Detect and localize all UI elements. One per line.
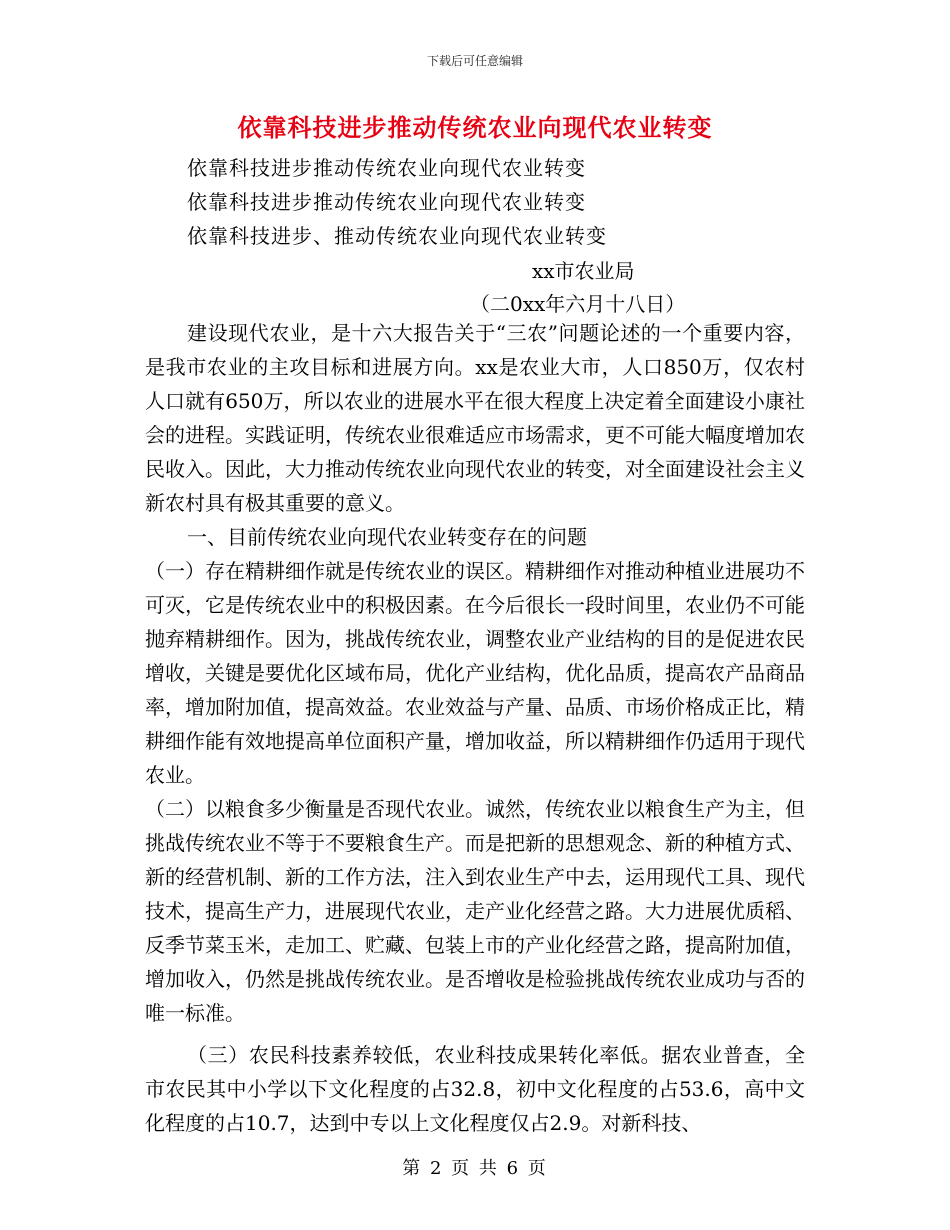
intro-paragraph: 建设现代农业，是十六大报告关于“三农”问题论述的一个重要内容，是我市农业的主攻目标和进展方向。xx是农业大市，人口850万，仅农村人口就有650万，所以农业的进展水平在很大程度上决定着全面建设小康社会的进程。实践证明，传统农业很难适应市场需求，更不可能大幅度增加农民收入。因此，大力推动传统农业向现代农业的转变，对全面建设社会主义新农村具有极其重要的意义。: [145, 321, 805, 515]
document-body: [145, 316, 805, 1140]
author-line: xx市农业局: [532, 259, 635, 283]
page-footer: 第 2 页 共 6 页: [402, 1158, 548, 1179]
date-line: （二0xx年六月十八日）: [470, 292, 686, 316]
paragraph-item-1: （一）存在精耕细作就是传统农业的误区。精耕细作对推动种植业进展功不可灭，它是传统农业中的积极因素。在今后很长一段时间里，农业仍不可能抛弃精耕细作。因为，挑战传统农业，调整农业产业结构的目的是促进农民增收，关键是要优化区域布局，优化产业结构，优化品质，提高农产品商品率，增加附加值，提高效益。农业效益与产量、品质、市场价格成正比，精耕细作能有效地提高单位面积产量，增加收益，所以精耕细作仍适用于现代农业。: [145, 559, 805, 787]
paragraph-item-3: （三）农民科技素养较低，农业科技成果转化率低。据农业普查，全市农民其中小学以下文化程度的占32.8，初中文化程度的占53.6，高中文化程度的占10.7，达到中专以上文化程度仅占2.9。对新科技、: [145, 1043, 805, 1135]
section-heading: 一、目前传统农业向现代农业转变存在的问题: [187, 525, 587, 549]
document-title: 依靠科技进步推动传统农业向现代农业转变: [237, 113, 713, 142]
subtitle-line-2: 依靠科技进步推动传统农业向现代农业转变: [187, 190, 586, 214]
paragraph-item-2: （二）以粮食多少衡量是否现代农业。诚然，传统农业以粮食生产为主，但挑战传统农业不等于不要粮食生产。而是把新的思想观念、新的种植方式、新的经营机制、新的工作方法，注入到农业生产中去，运用现代工具、现代技术，提高生产力，进展现代农业，走产业化经营之路。大力进展优质稻、反季节菜玉米，走加工、贮藏、包装上市的产业化经营之路，提高附加值，增加收入，仍然是挑战传统农业。是否增收是检验挑战传统农业成功与否的唯一标准。: [145, 797, 805, 1025]
subtitle-line-1: 依靠科技进步推动传统农业向现代农业转变: [187, 156, 586, 180]
subtitle-line-3: 依靠科技进步、推动传统农业向现代农业转变: [187, 224, 607, 248]
header-note: 下载后可任意编辑: [426, 54, 523, 68]
